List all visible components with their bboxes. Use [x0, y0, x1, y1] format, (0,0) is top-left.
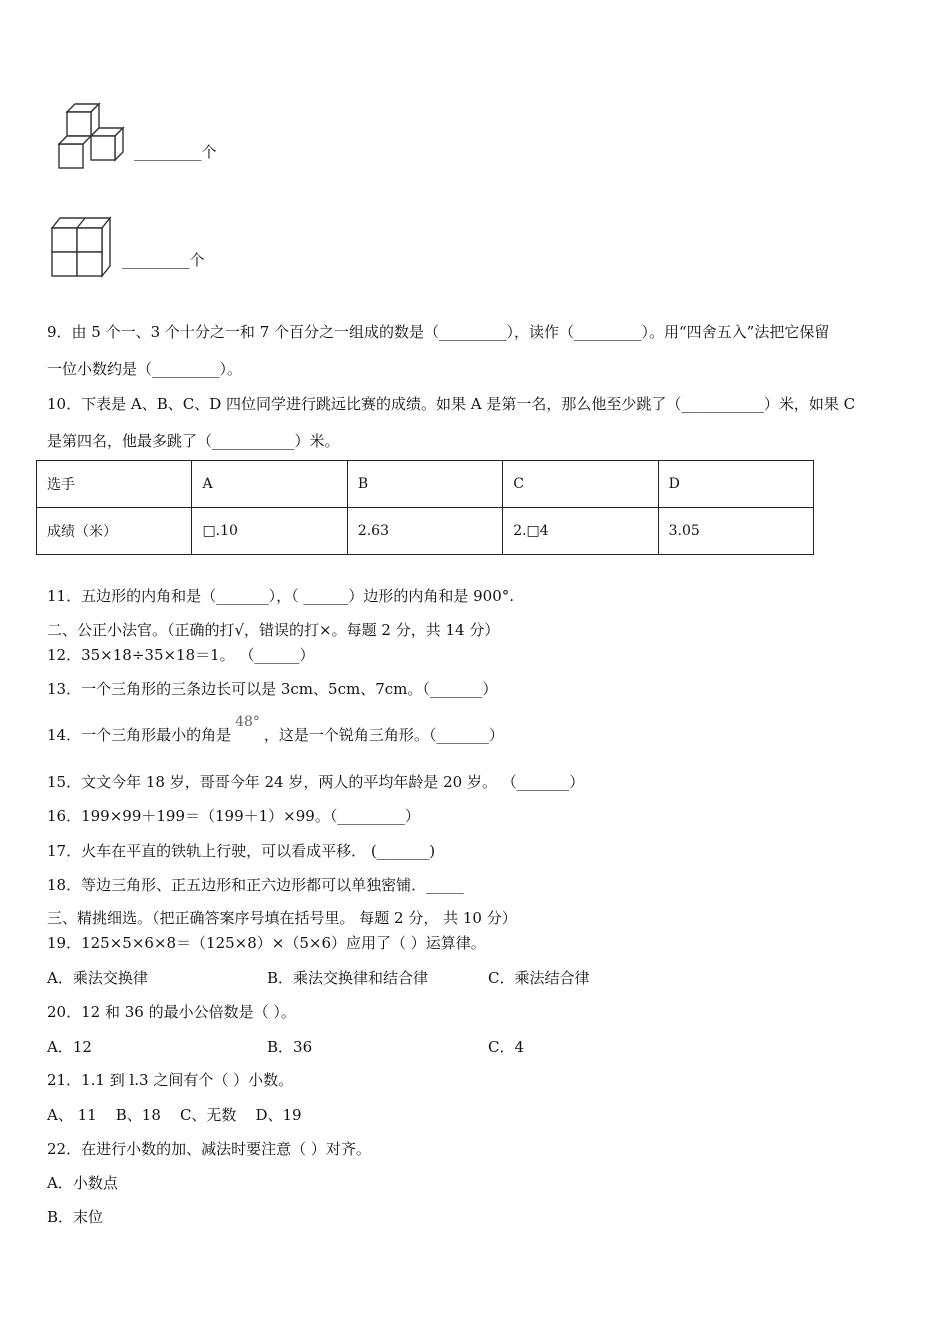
- table-cell: 2.63: [347, 508, 502, 555]
- table-cell: B: [347, 461, 502, 508]
- long-jump-score-table: [36, 460, 814, 555]
- question-11: 11．五边形的内角和是（_______），（ ______）边形的内角和是 900°.: [47, 587, 515, 605]
- question-19-option-a[interactable]: A．乘法交换律: [47, 969, 148, 987]
- table-cell: 选手: [37, 461, 192, 508]
- table-cell: □.10: [192, 508, 347, 555]
- cube-count-blank-1[interactable]: _________个: [134, 143, 217, 161]
- question-20-stem: 20．12 和 36 的最小公倍数是（ ）。: [47, 1003, 296, 1021]
- table-row: [37, 461, 814, 508]
- section-2-heading: 二、公正小法官。（正确的打√，错误的打×。每题 2 分，共 14 分）: [47, 621, 500, 639]
- question-17: 17．火车在平直的铁轨上行驶，可以看成平移． (_______): [47, 842, 436, 860]
- question-14-text-after: ，这是一个锐角三角形。（_______）: [263, 726, 504, 744]
- question-22-option-b[interactable]: B．末位: [47, 1208, 104, 1226]
- table-cell: 成绩（米）: [37, 508, 192, 555]
- question-9-line2: 一位小数约是（_________）。: [47, 360, 243, 378]
- question-21-stem: 21．1.1 到 l.3 之间有个（ ）小数。: [47, 1071, 294, 1089]
- question-15: 15．文文今年 18 岁，哥哥今年 24 岁，两人的平均年龄是 20 岁。 （_______）: [47, 773, 585, 791]
- table-cell: D: [658, 461, 813, 508]
- question-14: [47, 714, 504, 745]
- question-19-stem: 19．125×5×6×8＝（125×8）×（5×6）应用了（ ）运算律。: [47, 934, 486, 952]
- question-10-line2: 是第四名，他最多跳了（___________）米。: [47, 432, 340, 450]
- question-14-text-before: 14．一个三角形最小的角是: [47, 726, 232, 744]
- table-cell: 3.05: [658, 508, 813, 555]
- table-cell: A: [192, 461, 347, 508]
- section-3-heading: 三、精挑细选。（把正确答案序号填在括号里。 每题 2 分， 共 10 分）: [47, 909, 517, 927]
- question-21-options[interactable]: A、 11 B、18 C、无数 D、19: [47, 1106, 302, 1124]
- question-22-option-a[interactable]: A．小数点: [47, 1174, 118, 1192]
- question-20-option-c[interactable]: C．4: [488, 1038, 525, 1056]
- question-9-line1: 9．由 5 个一、3 个十分之一和 7 个百分之一组成的数是（_________），读作（_________）。用“四舍五入”法把它保留: [47, 323, 830, 341]
- angle-value: 48°: [235, 714, 260, 730]
- table-cell: C: [503, 461, 658, 508]
- question-18: 18．等边三角形、正五边形和正六边形都可以单独密铺．_____: [47, 876, 464, 894]
- question-20-option-a[interactable]: A．12: [47, 1038, 92, 1056]
- cube-figure-1: [55, 100, 130, 174]
- question-12: 12．35×18÷35×18＝1。 （______）: [47, 646, 315, 664]
- question-13: 13．一个三角形的三条边长可以是 3cm、5cm、7cm。（_______）: [47, 680, 498, 698]
- cube-count-blank-2[interactable]: _________个: [122, 251, 205, 269]
- table-cell: 2.□4: [503, 508, 658, 555]
- question-19-option-b[interactable]: B．乘法交换律和结合律: [267, 969, 429, 987]
- question-16: 16．199×99＋199＝（199＋1）×99。（_________）: [47, 807, 420, 825]
- question-19-option-c[interactable]: C．乘法结合律: [488, 969, 590, 987]
- question-22-stem: 22．在进行小数的加、减法时要注意（ ）对齐。: [47, 1140, 371, 1158]
- question-10-line1: 10．下表是 A、B、C、D 四位同学进行跳远比赛的成绩。如果 A 是第一名，那么他至少跳了（___________）米，如果 C: [47, 395, 856, 413]
- question-20-option-b[interactable]: B．36: [267, 1038, 313, 1056]
- table-row: [37, 508, 814, 555]
- cube-figure-2: [48, 214, 118, 280]
